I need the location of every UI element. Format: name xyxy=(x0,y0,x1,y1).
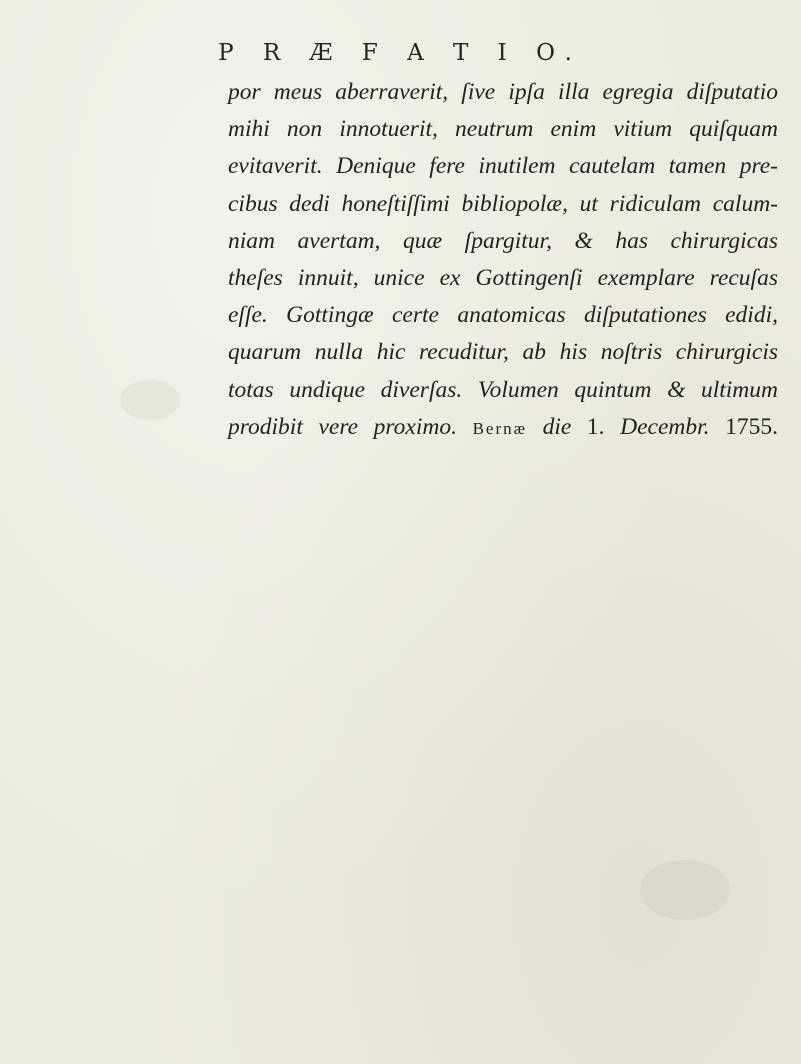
paper-stain xyxy=(120,380,180,420)
text-line: cibus dedi honeſtiſſimi bibliopolæ, ut ridiculam calum- xyxy=(228,190,778,217)
text-line: mihi non innotuerit, neutrum enim vitium quiſquam xyxy=(228,116,778,143)
paper-stain xyxy=(640,860,730,920)
text-line: niam avertam, quæ ſpargitur, & has chirurgicas xyxy=(228,227,778,254)
month-name: Decembr. xyxy=(620,413,710,440)
date-line-text: prodibit vere proximo. xyxy=(228,413,457,440)
text-line: theſes innuit, unice ex Gottingenſi exemplare recuſas xyxy=(228,265,778,292)
running-head: P R Æ F A T I O. xyxy=(218,40,583,66)
place-name: Bernæ xyxy=(472,418,527,438)
text-line: totas undique diverſas. Volumen quintum & ultimum xyxy=(228,376,778,403)
preface-text xyxy=(228,74,778,447)
year-number: 1755. xyxy=(725,413,779,440)
text-line: evitaverit. Denique fere inutilem cautelam tamen pre- xyxy=(228,153,778,180)
date-line xyxy=(228,409,778,447)
text-line: quarum nulla hic recuditur, ab his noſtris chirurgicis xyxy=(228,339,778,366)
text-line: eſſe. Gottingæ certe anatomicas diſputationes edidi, xyxy=(228,302,778,329)
day-number: 1. xyxy=(586,413,605,440)
date-word: die xyxy=(542,413,572,440)
text-line: por meus aberraverit, ſive ipſa illa egregia diſputatio xyxy=(228,79,778,105)
